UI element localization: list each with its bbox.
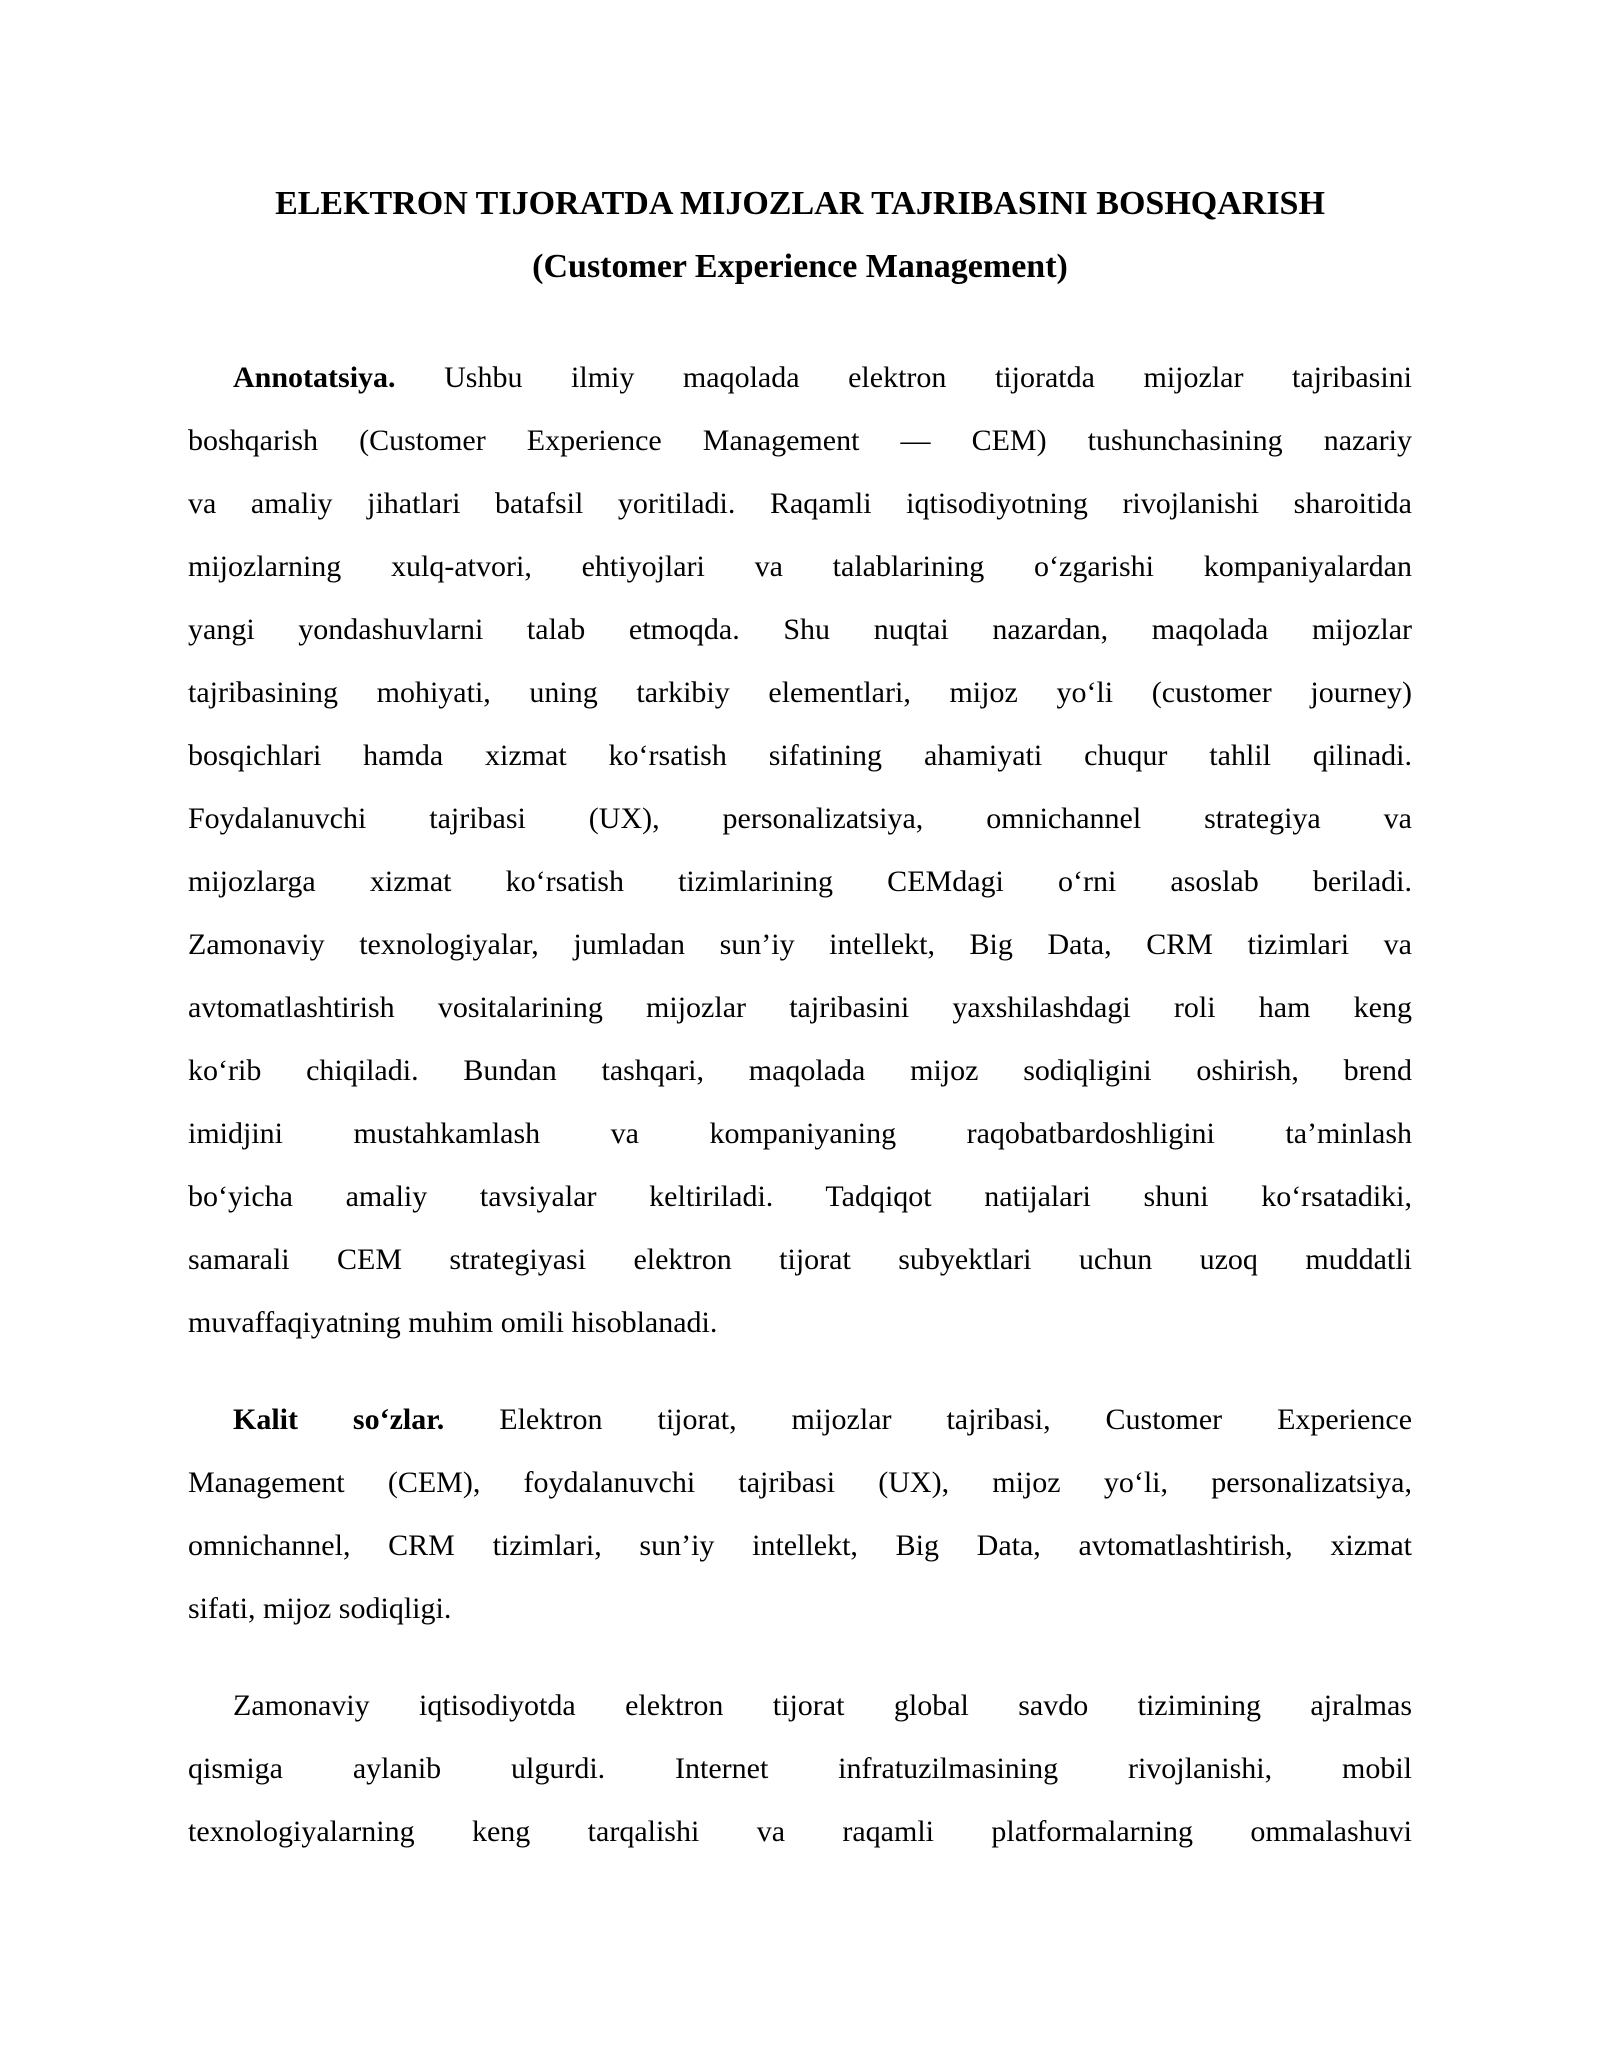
text-run: bosqichlari hamda xizmat ko‘rsatish sifatining ahamiyati chuqur tahlil qilinadi. bbox=[188, 739, 1412, 772]
text-line bbox=[188, 661, 1412, 724]
text-run: Management (CEM), foydalanuvchi tajribasi (UX), mijoz yo‘li, personalizatsiya, bbox=[188, 1466, 1412, 1499]
document-title bbox=[188, 172, 1412, 298]
text-line bbox=[188, 1165, 1412, 1228]
text-run: tajribasining mohiyati, uning tarkibiy elementlari, mijoz yo‘li (customer journey) bbox=[188, 676, 1412, 709]
text-run: bo‘yicha amaliy tavsiyalar keltiriladi. Tadqiqot natijalari shuni ko‘rsatadiki, bbox=[188, 1180, 1412, 1213]
text-line bbox=[188, 1039, 1412, 1102]
text-line bbox=[188, 1577, 1412, 1640]
text-run: mijozlarga xizmat ko‘rsatish tizimlarining CEMdagi o‘rni asoslab beriladi. bbox=[188, 865, 1412, 898]
text-run: Foydalanuvchi tajribasi (UX), personalizatsiya, omnichannel strategiya va bbox=[188, 802, 1412, 835]
text-line bbox=[188, 346, 1412, 409]
text-line bbox=[188, 409, 1412, 472]
text-run: imidjini mustahkamlash va kompaniyaning raqobatbardoshligini ta’minlash bbox=[188, 1117, 1412, 1150]
text-run: samarali CEM strategiyasi elektron tijorat subyektlari uchun uzoq muddatli bbox=[188, 1243, 1412, 1276]
text-run: muvaffaqiyatning muhim omili hisoblanadi. bbox=[188, 1306, 718, 1339]
text-line bbox=[188, 1674, 1412, 1737]
text-line bbox=[188, 535, 1412, 598]
text-run: avtomatlashtirish vositalarining mijozlar tajribasini yaxshilashdagi roli ham keng bbox=[188, 991, 1412, 1024]
text-run: mijozlarning xulq-atvori, ehtiyojlari va talablarining o‘zgarishi kompaniyalardan bbox=[188, 550, 1412, 583]
text-run: Zamonaviy texnologiyalar, jumladan sun’iy intellekt, Big Data, CRM tizimlari va bbox=[188, 928, 1412, 961]
text-run: yangi yondashuvlarni talab etmoqda. Shu nuqtai nazardan, maqolada mijozlar bbox=[188, 613, 1412, 646]
text-run: qismiga aylanib ulgurdi. Internet infratuzilmasining rivojlanishi, mobil bbox=[188, 1752, 1412, 1785]
text-run: sifati, mijoz sodiqligi. bbox=[188, 1592, 452, 1625]
text-line bbox=[188, 1388, 1412, 1451]
text-line bbox=[188, 1800, 1412, 1863]
paragraph-annotation bbox=[188, 346, 1412, 1354]
title-line-1: ELEKTRON TIJORATDA MIJOZLAR TAJRIBASINI BOSHQARISH bbox=[275, 185, 1325, 222]
text-run: ko‘rib chiqiladi. Bundan tashqari, maqolada mijoz sodiqligini oshirish, brend bbox=[188, 1054, 1412, 1087]
paragraph-lead-bold: Kalit so‘zlar. bbox=[233, 1403, 445, 1436]
text-line bbox=[188, 1514, 1412, 1577]
text-line bbox=[188, 1737, 1412, 1800]
text-line bbox=[188, 724, 1412, 787]
text-line bbox=[188, 913, 1412, 976]
text-line bbox=[188, 1291, 1412, 1354]
text-run: texnologiyalarning keng tarqalishi va raqamli platformalarning ommalashuvi bbox=[188, 1815, 1412, 1848]
text-line bbox=[188, 1102, 1412, 1165]
text-run: va amaliy jihatlari batafsil yoritiladi. Raqamli iqtisodiyotning rivojlanishi sharoitida bbox=[188, 487, 1412, 520]
text-line bbox=[188, 850, 1412, 913]
paragraph-keywords bbox=[188, 1388, 1412, 1640]
title-line-2: (Customer Experience Management) bbox=[532, 248, 1068, 285]
text-run: Zamonaviy iqtisodiyotda elektron tijorat global savdo tizimining ajralmas bbox=[233, 1689, 1412, 1722]
text-run: Ushbu ilmiy maqolada elektron tijoratda mijozlar tajribasini bbox=[444, 361, 1413, 394]
text-line bbox=[188, 1228, 1412, 1291]
paragraph-introduction bbox=[188, 1674, 1412, 1863]
paragraph-lead-bold: Annotatsiya. bbox=[233, 361, 396, 394]
text-line bbox=[188, 976, 1412, 1039]
text-run: omnichannel, CRM tizimlari, sun’iy intellekt, Big Data, avtomatlashtirish, xizmat bbox=[188, 1529, 1412, 1562]
text-line bbox=[188, 787, 1412, 850]
document-body bbox=[188, 346, 1412, 1863]
text-run: Elektron tijorat, mijozlar tajribasi, Customer Experience bbox=[499, 1403, 1413, 1436]
text-line bbox=[188, 598, 1412, 661]
text-line bbox=[188, 1451, 1412, 1514]
text-run: boshqarish (Customer Experience Management — CEM) tushunchasining nazariy bbox=[188, 424, 1412, 457]
text-line bbox=[188, 472, 1412, 535]
